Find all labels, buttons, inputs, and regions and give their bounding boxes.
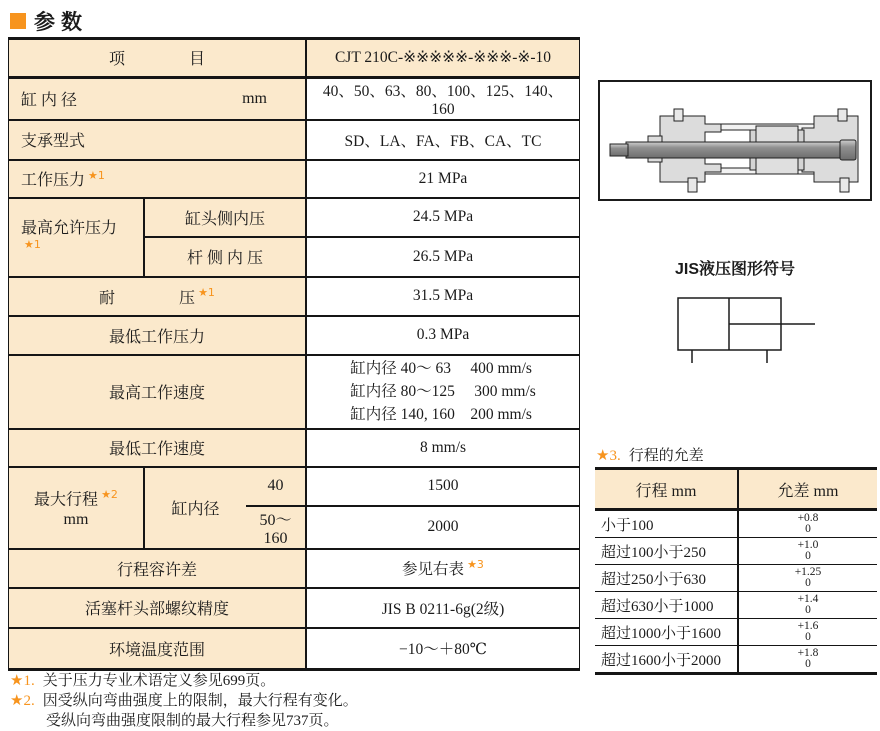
spec-row-mount bbox=[9, 120, 579, 160]
spec-row-min-speed bbox=[9, 429, 579, 467]
max-stroke-bore-label: 缸内径 bbox=[144, 467, 246, 549]
bore-value: 40、50、63、80、100、125、140、160 bbox=[306, 77, 579, 120]
footnote-1-text: 关于压力专业术语定义参见699页。 bbox=[42, 673, 276, 689]
tolerance-row-6: 超过1600小于2000 +1.8 0 bbox=[595, 646, 877, 673]
spec-row-ambient-temp bbox=[9, 628, 579, 668]
min-speed-label: 最低工作速度 bbox=[9, 429, 306, 467]
max-stroke-value-50-160: 2000 bbox=[306, 506, 579, 549]
spec-row-rod-thread bbox=[9, 588, 579, 628]
head-side-label: 缸头侧内压 bbox=[144, 198, 306, 237]
footnote-2-text-line1: 因受纵向弯曲强度上的限制，最大行程有变化。 bbox=[42, 693, 358, 709]
max-stroke-bore-40: 40 bbox=[246, 467, 306, 506]
tolerance-table-caption bbox=[596, 444, 704, 465]
footnote-1-star: ★1. bbox=[10, 673, 35, 689]
jis-symbol-title: JIS液压图形符号 bbox=[674, 261, 796, 278]
max-speed-label: 最高工作速度 bbox=[9, 355, 306, 429]
rod-side-label: 杆 侧 内 压 bbox=[144, 237, 306, 277]
max-allow-pressure-label-cell: 最高允许压力$^{★1}$ bbox=[9, 198, 144, 277]
working-pressure-value: 21 MPa bbox=[306, 160, 579, 198]
stroke-tolerance-label: 行程容许差 bbox=[9, 549, 306, 588]
spec-header-row bbox=[9, 40, 579, 77]
spec-row-stroke-tolerance bbox=[9, 549, 579, 588]
footnote-star-2: ★2 bbox=[101, 487, 118, 501]
footnote-2 bbox=[10, 691, 570, 711]
tolerance-row-2: 超过100小于250 +1.0 0 bbox=[595, 538, 877, 565]
max-stroke-unit: mm bbox=[63, 511, 89, 529]
tolerance-value: +0.8 0 bbox=[797, 512, 819, 535]
proof-pressure-value: 31.5 MPa bbox=[306, 277, 579, 316]
footnote-star-3: ★3 bbox=[467, 557, 484, 571]
tolerance-value: +1.25 0 bbox=[794, 566, 822, 589]
tolerance-col-stroke: 行程 mm bbox=[595, 470, 738, 510]
spec-header-item: 项 目 bbox=[9, 40, 306, 77]
page-title bbox=[10, 6, 88, 36]
tolerance-value: +1.4 0 bbox=[797, 593, 819, 616]
spec-row-max-speed bbox=[9, 355, 579, 429]
max-speed-values: 缸内径 40～ 63 400 mm/s 缸内径 80～125 300 mm/s 缸内径 140, 160 200 mm/s bbox=[350, 360, 536, 423]
tolerance-row-5: 超过1000小于1600 +1.6 0 bbox=[595, 619, 877, 646]
footnote-3-star: ★3. bbox=[596, 448, 621, 464]
tolerance-caption-text: 行程的允差 bbox=[628, 448, 704, 464]
spec-row-bore bbox=[9, 77, 579, 120]
spec-header-model: CJT 210C-※※※※※-※※※-※-10 bbox=[306, 40, 579, 77]
max-stroke-bore-50-160: 50～160 bbox=[246, 506, 306, 549]
footnote-star-1: ★1 bbox=[24, 237, 41, 251]
cylinder-drawing-frame bbox=[598, 80, 872, 201]
max-stroke-value-40: 1500 bbox=[306, 467, 579, 506]
mount-value: SD、LA、FA、FB、CA、TC bbox=[306, 120, 579, 160]
tolerance-col-tolerance: 允差 mm bbox=[738, 470, 877, 510]
footnotes bbox=[10, 671, 570, 731]
ambient-temp-value: −10～＋80℃ bbox=[306, 628, 579, 668]
footnote-star-1: ★1 bbox=[88, 168, 105, 182]
tolerance-table-container bbox=[595, 467, 877, 675]
working-pressure-label: 工作压力 bbox=[21, 172, 86, 189]
tolerance-row-4: 超过630小于1000 +1.4 0 bbox=[595, 592, 877, 619]
spec-table-container bbox=[8, 37, 580, 671]
min-pressure-label: 最低工作压力 bbox=[9, 316, 306, 355]
max-stroke-label-cell: 最大行程 $^{★2}$ mm bbox=[9, 467, 144, 549]
spec-row-max-stroke-40 bbox=[9, 467, 579, 506]
rod-thread-label: 活塞杆头部螺纹精度 bbox=[9, 588, 306, 628]
tolerance-value: +1.8 0 bbox=[797, 647, 819, 670]
mount-label: 支承型式 bbox=[9, 120, 306, 160]
spec-row-max-allow-head bbox=[9, 198, 579, 237]
rod-side-value: 26.5 MPa bbox=[306, 237, 579, 277]
min-speed-value: 8 mm/s bbox=[306, 429, 579, 467]
min-pressure-value: 0.3 MPa bbox=[306, 316, 579, 355]
tolerance-row-3: 超过250小于630 +1.25 0 bbox=[595, 565, 877, 592]
footnote-2-star: ★2. bbox=[10, 693, 35, 709]
spec-row-min-pressure bbox=[9, 316, 579, 355]
ambient-temp-label: 环境温度范围 bbox=[9, 628, 306, 668]
footnote-2-continuation bbox=[10, 711, 570, 731]
spec-row-working-pressure bbox=[9, 160, 579, 198]
proof-pressure-label: 耐 压 bbox=[99, 289, 196, 307]
tolerance-value: +1.6 0 bbox=[797, 620, 819, 643]
rod-thread-value: JIS B 0211-6g(2级) bbox=[306, 588, 579, 628]
tolerance-row-1: 小于100 +0.8 0 bbox=[595, 510, 877, 538]
jis-hydraulic-symbol bbox=[598, 284, 872, 370]
title-bullet-icon bbox=[10, 13, 26, 29]
spec-table bbox=[9, 40, 579, 668]
stroke-tolerance-value: 参见右表 bbox=[402, 561, 465, 578]
tolerance-header-row bbox=[595, 470, 877, 510]
spec-row-proof-pressure bbox=[9, 277, 579, 316]
stroke-tolerance-table bbox=[595, 470, 877, 672]
head-side-value: 24.5 MPa bbox=[306, 198, 579, 237]
bore-label: 缸 内 径 bbox=[21, 92, 78, 109]
bore-unit: mm bbox=[242, 89, 267, 107]
cylinder-section-drawing bbox=[600, 82, 870, 199]
footnote-1 bbox=[10, 671, 570, 691]
footnote-2-text-line2: 受纵向弯曲强度限制的最大行程参见737页。 bbox=[46, 713, 339, 729]
title-text: 参数 bbox=[34, 11, 88, 34]
footnote-star-1: ★1 bbox=[198, 286, 215, 300]
tolerance-value: +1.0 0 bbox=[797, 539, 819, 562]
